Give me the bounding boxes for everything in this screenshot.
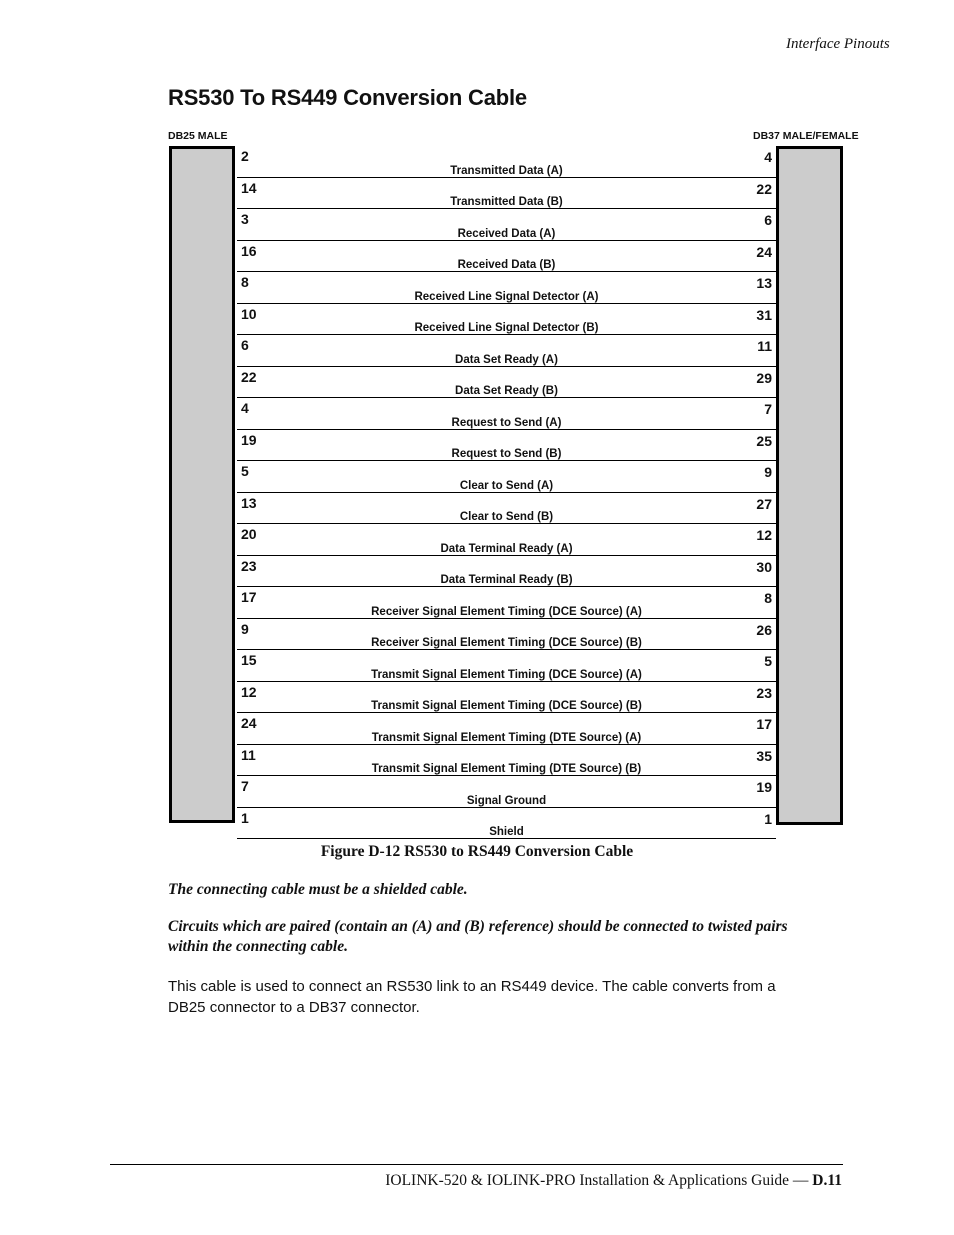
signal-name: Transmit Signal Element Timing (DCE Source) (A) xyxy=(371,668,642,681)
pinout-row xyxy=(237,304,776,336)
db25-pin-number: 1 xyxy=(241,809,249,826)
signal-name: Data Terminal Ready (B) xyxy=(440,574,573,586)
signal-name: Signal Ground xyxy=(466,794,547,807)
db25-pin-number: 3 xyxy=(241,211,249,227)
signal-name: Transmit Signal Element Timing (DCE Source) (B) xyxy=(371,700,642,712)
db25-pin-number: 17 xyxy=(241,589,257,605)
pinout-row xyxy=(237,713,776,745)
pinout-row xyxy=(237,461,776,493)
pinout-row xyxy=(237,808,776,840)
db37-pin-number: 11 xyxy=(757,338,772,354)
db37-pin-number: 4 xyxy=(764,149,772,165)
footer-title: IOLINK-520 & IOLINK-PRO Installation & Applications Guide — xyxy=(385,1172,813,1189)
note-shielded-cable: The connecting cable must be a shielded cable. xyxy=(168,881,468,898)
pinout-row xyxy=(237,430,776,462)
pinout-row xyxy=(237,335,776,367)
page-footer xyxy=(385,1172,842,1190)
db37-pin-number: 29 xyxy=(756,369,772,386)
db37-pin-number: 23 xyxy=(756,684,772,701)
db25-pin-number: 19 xyxy=(241,431,257,448)
signal-name: Request to Send (B) xyxy=(451,448,562,460)
signal-name: Request to Send (A) xyxy=(451,416,562,429)
pinout-row xyxy=(237,682,776,714)
signal-name: Received Data (B) xyxy=(457,259,556,271)
db37-pin-number: 5 xyxy=(764,653,772,669)
db37-pin-number: 8 xyxy=(764,590,772,606)
db25-pin-number: 22 xyxy=(241,368,257,385)
signal-name: Shield xyxy=(489,826,524,838)
pinout-row xyxy=(237,745,776,777)
signal-name: Receiver Signal Element Timing (DCE Source) (A) xyxy=(371,605,642,618)
db37-pin-number: 17 xyxy=(756,716,772,732)
figure-caption: Figure D-12 RS530 to RS449 Conversion Cable xyxy=(320,843,634,860)
db37-pin-number: 22 xyxy=(756,180,772,197)
db37-pin-number: 19 xyxy=(756,779,772,795)
pinout-row xyxy=(237,556,776,588)
signal-name: Transmit Signal Element Timing (DTE Source) (A) xyxy=(371,731,642,744)
signal-name: Data Terminal Ready (A) xyxy=(440,542,573,555)
pinout-row xyxy=(237,524,776,556)
pinout-table xyxy=(237,146,776,839)
db37-pin-number: 30 xyxy=(756,558,772,575)
db25-pin-number: 6 xyxy=(241,337,249,353)
db25-pin-number: 5 xyxy=(241,463,249,479)
pinout-row xyxy=(237,493,776,525)
db25-pin-number: 8 xyxy=(241,274,249,290)
db25-pin-number: 15 xyxy=(241,652,257,668)
db37-pin-number: 6 xyxy=(764,212,772,228)
db25-pin-number: 7 xyxy=(241,778,249,794)
pinout-row xyxy=(237,241,776,273)
signal-name: Transmitted Data (B) xyxy=(450,196,563,208)
signal-name: Transmitted Data (A) xyxy=(450,164,563,177)
running-header: Interface Pinouts xyxy=(786,36,890,52)
signal-name: Data Set Ready (B) xyxy=(455,385,558,397)
db25-connector-block xyxy=(169,146,235,823)
pinout-row xyxy=(237,178,776,210)
page-title: RS530 To RS449 Conversion Cable xyxy=(168,85,527,110)
pinout-row xyxy=(237,146,776,178)
db37-pin-number: 25 xyxy=(756,432,772,449)
signal-name: Receiver Signal Element Timing (DCE Source) (B) xyxy=(371,637,642,649)
db25-pin-number: 23 xyxy=(241,557,257,574)
pinout-row xyxy=(237,367,776,399)
note-twisted-pairs: Circuits which are paired (contain an (A) and (B) reference) should be connected to twisted pairs within the connecting cable. xyxy=(168,918,788,955)
pinout-row xyxy=(237,776,776,808)
signal-name: Received Data (A) xyxy=(457,227,556,240)
signal-name: Transmit Signal Element Timing (DTE Source) (B) xyxy=(371,763,642,775)
footer-divider xyxy=(110,1164,843,1165)
db37-connector-block xyxy=(776,146,843,825)
signal-name: Received Line Signal Detector (B) xyxy=(414,322,599,334)
db37-pin-number: 9 xyxy=(764,464,772,480)
pinout-row xyxy=(237,209,776,241)
db25-pin-number: 10 xyxy=(241,305,257,322)
db25-pin-number: 4 xyxy=(241,400,249,416)
db25-pin-number: 24 xyxy=(241,715,257,731)
db37-pin-number: 12 xyxy=(756,527,772,543)
pinout-row xyxy=(237,587,776,619)
pinout-row xyxy=(237,272,776,304)
db37-pin-number: 35 xyxy=(756,747,772,764)
db25-pin-number: 13 xyxy=(241,494,257,511)
pinout-row xyxy=(237,650,776,682)
db37-pin-number: 26 xyxy=(756,621,772,638)
db25-pin-number: 16 xyxy=(241,242,257,259)
db25-pin-number: 11 xyxy=(241,746,256,763)
db37-pin-number: 1 xyxy=(764,810,772,827)
pinout-row xyxy=(237,619,776,651)
db37-pin-number: 13 xyxy=(756,275,772,291)
db25-pin-number: 14 xyxy=(241,179,257,196)
signal-name: Clear to Send (A) xyxy=(459,479,554,492)
db37-pin-number: 31 xyxy=(756,306,772,323)
db37-pin-number: 24 xyxy=(756,243,772,260)
db37-pin-number: 27 xyxy=(756,495,772,512)
left-connector-label: DB25 MALE xyxy=(168,130,228,142)
signal-name: Clear to Send (B) xyxy=(459,511,554,523)
db25-pin-number: 2 xyxy=(241,148,249,164)
db37-pin-number: 7 xyxy=(764,401,772,417)
db25-pin-number: 20 xyxy=(241,526,257,542)
description-paragraph: This cable is used to connect an RS530 link to an RS449 device. The cable converts from a DB25 connector to a DB37 connector. xyxy=(168,978,776,1016)
right-connector-label: DB37 MALE/FEMALE xyxy=(753,130,859,142)
page-number: D.11 xyxy=(812,1172,842,1189)
db25-pin-number: 9 xyxy=(241,620,249,637)
signal-name: Received Line Signal Detector (A) xyxy=(414,290,599,303)
db25-pin-number: 12 xyxy=(241,683,257,700)
signal-name: Data Set Ready (A) xyxy=(455,353,558,366)
pinout-row xyxy=(237,398,776,430)
